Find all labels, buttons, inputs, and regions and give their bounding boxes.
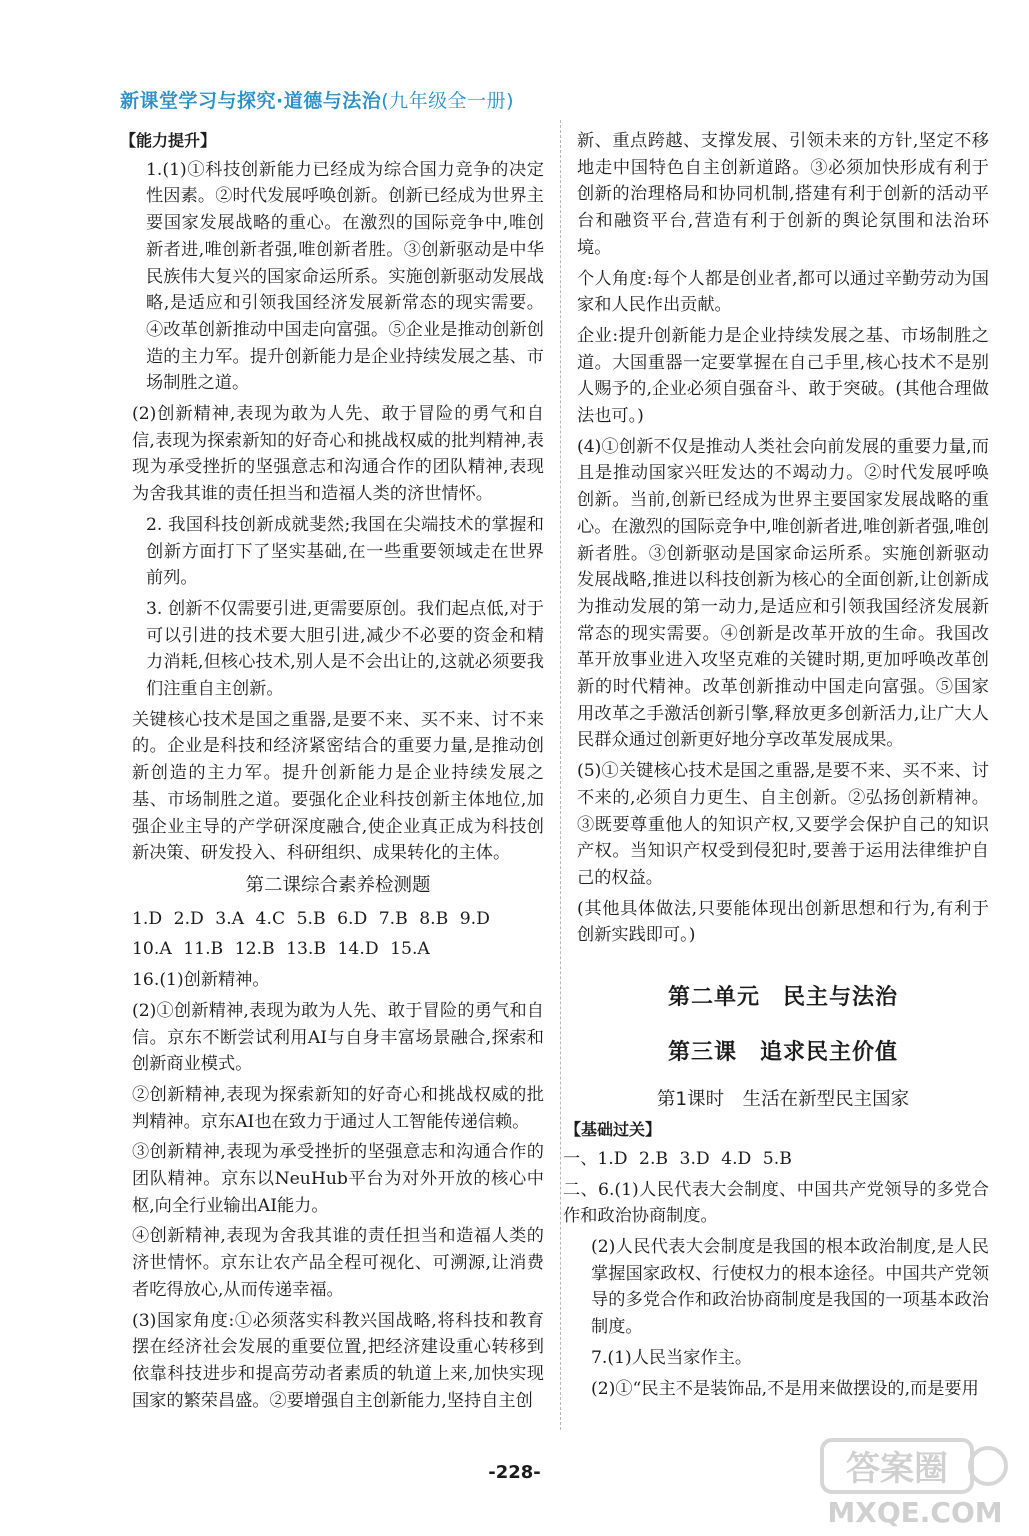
answer-paragraph: 二、6.(1)人民代表大会制度、中国共产党领导的多党合作和政治协商制度。 [563,1179,989,1227]
watermark-logo [820,1436,1010,1531]
answer-paragraph: (3)国家角度:①必须落实科教兴国战略,将科技和教育摆在经济社会发展的重要位置,把经济建设重心转移到依靠科技进步和提高劳动者素质的轨道上来,加快实现国家的繁荣昌盛。②要增强自主创新能力,坚持自主创 [132,1310,544,1411]
answer-paragraph: 新、重点跨越、支撑发展、引领未来的方针,坚定不移地走中国特色自主创新道路。③必须加快形成有利于创新的治理格局和协同机制,搭建有利于创新的活动平台和融资平台,营造有利于创新的舆论氛围和法治环境。 [577,131,989,258]
mcq-answers: 一、1.D 2.B 3.D 4.D 5.B [563,1148,792,1169]
answer-paragraph: 关键核心技术是国之重器,是要不来、买不来、讨不来的。企业是科技和经济紧密结合的重要力量,是推动创新创造的主力军。提升创新能力是企业持续发展之基、市场制胜之道。要强化企业科技创新主体地位,加强企业主导的产学研深度融合,使企业真正成为科技创新决策、研发投入、科研组织、成果转化的主体。 [132,709,544,864]
section-tag-ability: 【能力提升】 [120,131,217,150]
left-column [120,128,544,1418]
unit-heading: 第二单元 民主与法治 [667,985,898,1011]
answer-paragraph: 1.(1)①科技创新能力已经成为综合国力竞争的决定性因素。②时代发展呼唤创新。创新已经成为世界主要国家发展战略的重心。在激烈的国际竞争中,唯创新者进,唯创新者强,唯创新者胜。③创新驱动是中华民族伟大复兴的国家命运所系。实施创新驱动发展战略,是适应和引领我国经济发展新常态的现实需要。④改革创新推动中国走向富强。⑤企业是推动创新创造的主力军。提升创新能力是企业持续发展之基、市场制胜之道。 [146,159,544,394]
answer-paragraph: (4)①创新不仅是推动人类社会向前发展的重要力量,而且是推动国家兴旺发达的不竭动力。②时代发展呼唤创新。当前,创新已经成为世界主要国家发展战略的重心。在激烈的国际竞争中,唯创新者进,唯创新者强,唯创新者胜。③创新驱动是国家命运所系。实施创新驱动发展战略,推进以科技创新为核心的全面创新,让创新成为推动发展的第一动力,是适应和引领我国经济发展新常态的现实需要。④创新是改革开放的生命。我国改革开放事业进入攻坚克难的关键时期,更加呼唤改革创新的时代精神。改革创新推动中国走向富强。⑤国家用改革之手激活创新引擎,释放更多创新活力,让广大人民群众通过创新更好地分享改革发展成果。 [577,436,989,751]
answer-paragraph: (其他具体做法,只要能体现出创新思想和行为,有利于创新实践即可。) [577,898,989,946]
answer-paragraph: ④创新精神,表现为舍我其谁的责任担当和造福人类的济世情怀。京东让农产品全程可视化、可溯源,让消费者吃得放心,从而传递幸福。 [132,1226,544,1300]
column-divider [560,120,561,1430]
answer-paragraph: 个人角度:每个人都是创业者,都可以通过辛勤劳动为国家和人民作出贡献。 [577,268,989,316]
answer-paragraph: (2)①创新精神,表现为敢为人先、敢于冒险的勇气和自信。京东不断尝试利用AI与自身丰富场景融合,探索和创新商业模式。 [132,1000,544,1075]
answer-paragraph: 16.(1)创新精神。 [132,970,270,991]
watermark-text: 答案圈 [846,1449,948,1489]
lesson-heading: 第三课 追求民主价值 [667,1039,898,1065]
answer-paragraph: (2)人民代表大会制度是我国的根本政治制度,是人民掌握国家政权、行使权力的根本途径。中国共产党领导的多党合作和政治协商制度是我国的一项基本政治制度。 [591,1237,989,1338]
section-tag-basic: 【基础过关】 [565,1120,662,1140]
answer-paragraph: ②创新精神,表现为探索新知的好奇心和挑战权威的批判精神。京东AI也在致力于通过人工智能传递信赖。 [132,1084,544,1132]
book-subtitle: (九年级全一册) [381,90,515,112]
mcq-answers: 1.D 2.D 3.A 4.C 5.B 6.D 7.B 8.B 9.D [132,908,490,929]
watermark-url: MXQE.COM [827,1496,1003,1529]
answer-paragraph: 2. 我国科技创新成就斐然;我国在尖端技术的掌握和创新方面打下了坚实基础,在一些重要领域走在世界前列。 [146,514,544,589]
page-number: -228- [488,1462,541,1483]
period-heading: 第1课时 生活在新型民主国家 [656,1088,910,1110]
answer-paragraph: ③创新精神,表现为承受挫折的坚强意志和沟通合作的团队精神。京东以NeuHub平台为对外开放的核心中枢,向全行业输出AI能力。 [132,1142,544,1216]
book-title: 新课堂学习与探究·道德与法治 [120,90,382,112]
answer-paragraph: 3. 创新不仅需要引进,更需要原创。我们起点低,对于可以引进的技术要大胆引进,减少不必要的资金和精力消耗,但核心技术,别人是不会出让的,这就必须要我们注重自主创新。 [146,598,544,700]
answer-paragraph: (5)①关键核心技术是国之重器,是要不来、买不来、讨不来的,必须自力更生、自主创新。②弘扬创新精神。③既要尊重他人的知识产权,又要学会保护自己的知识产权。当知识产权受到侵犯时,要善于运用法律维护自己的权益。 [577,761,989,888]
answer-paragraph: 7.(1)人民当家作主。 [591,1347,753,1368]
section-heading: 第二课综合素养检测题 [245,874,431,896]
running-header [120,86,514,113]
answer-paragraph: (2)①“民主不是装饰品,不是用来做摆设的,而是要用 [591,1378,979,1399]
right-column [563,128,989,1406]
mcq-answers: 10.A 11.B 12.B 13.B 14.D 15.A [132,939,430,960]
answer-paragraph: (2)创新精神,表现为敢为人先、敢于冒险的勇气和自信,表现为探索新知的好奇心和挑战权威的批判精神,表现为承受挫折的坚强意志和沟通合作的团队精神,表现为舍我其谁的责任担当和造福人类的济世情怀。 [132,404,544,505]
answer-paragraph: 企业:提升创新能力是企业持续发展之基、市场制胜之道。大国重器一定要掌握在自己手里,核心技术不是别人赐予的,企业必须自强奋斗、敢于突破。(其他合理做法也可。) [577,325,989,427]
